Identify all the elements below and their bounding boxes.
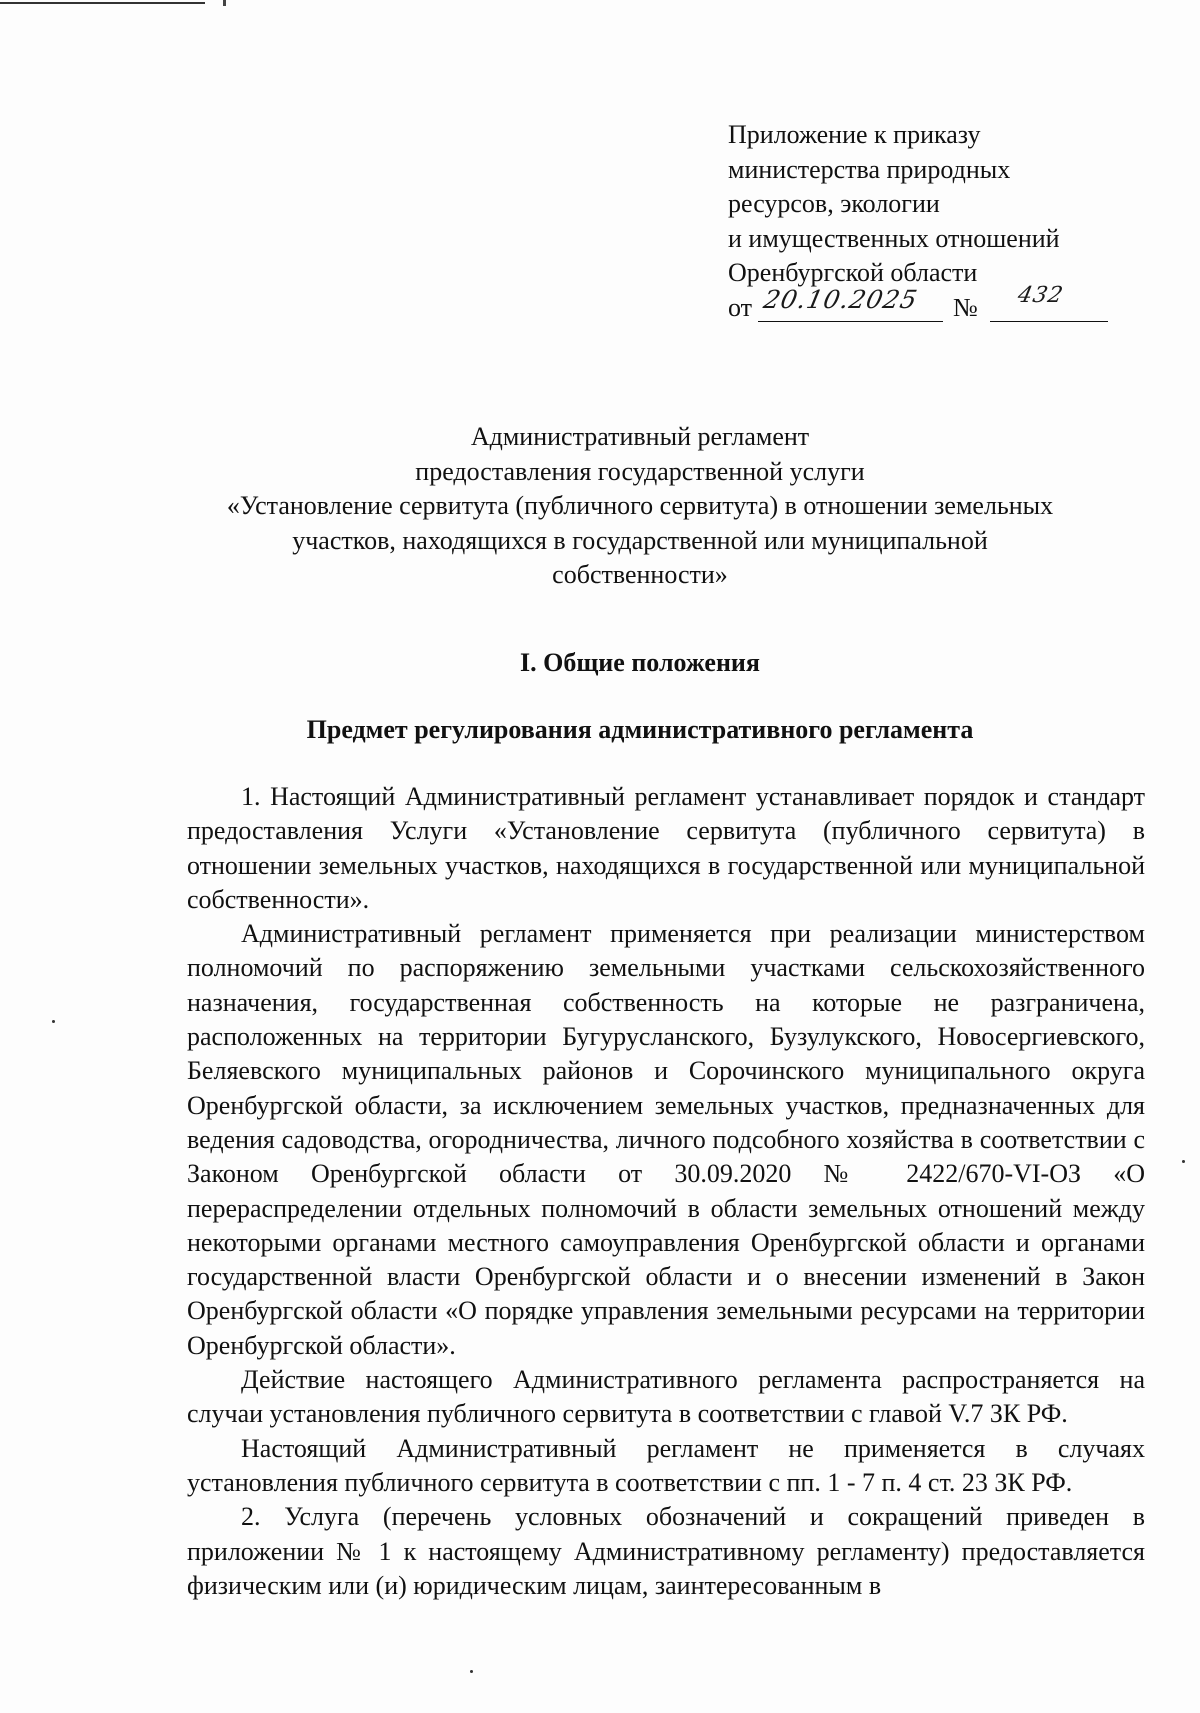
scan-speck — [52, 1020, 55, 1023]
order-date-field — [758, 284, 943, 322]
title-line: Административный регламент — [470, 422, 810, 451]
title-line: собственности» — [552, 560, 728, 589]
title-line: участков, находящихся в государственной или муниципальной — [292, 525, 988, 555]
paragraph: 1. Настоящий Административный регламент устанавливает порядок и стандарт предоставления Услуги «Установление сервитута (публичного сервитута) в отношении земельных участков, находящихся в государственной или муниципальной собственности». — [187, 782, 1145, 914]
paragraph: Административный регламент применяется при реализации министерством полномочий по распоряжению земельными участками сельскохозяйственного назначения, государственная собственность на которые не разграничена, расположенных на территории Бугурусланского, Бузулукского, Новосергиевского, Беляевского муниципальных районов и Сорочинского муниципального округа Оренбургской области, за исключением земельных участков, предназначенных для ведения садоводства, огородничества, личного подсобного хозяйства в соответствии с Законом Оренбургской области от 30.09.2020 № 2422/670-VI-ОЗ «О перераспределении отдельных полномочий в области земельных отношений между некоторыми органами местного самоуправления Оренбургской области и органами государственной власти Оренбургской области и о внесении изменений в Закон Оренбургской области «О порядке управления земельными ресурсами на территории Оренбургской области». — [187, 919, 1145, 1360]
appendix-line: Оренбургской области — [728, 258, 978, 287]
number-sign: № — [953, 292, 978, 322]
title-line: «Установление сервитута (публичного сервитута) в отношении земельных — [226, 491, 1054, 520]
date-prefix: от — [728, 292, 753, 322]
paragraph: 2. Услуга (перечень условных обозначений и сокращений приведен в приложении № 1 к настоящему Административному регламенту) предоставляется физическим или (и) юридическим лицам, заинтересованным в — [187, 1502, 1145, 1600]
title-line: предоставления государственной услуги — [415, 456, 865, 486]
order-date-number-row — [728, 282, 1108, 327]
scan-edge-mark — [223, 0, 226, 6]
appendix-line: министерства природных — [728, 154, 1011, 184]
order-number-field — [990, 282, 1108, 322]
document-title — [150, 420, 1130, 593]
handwritten-number: 432 — [1015, 282, 1066, 308]
paragraph: Настоящий Административный регламент не применяется в случаях установления публичного сервитута в соответствии с пп. 1 - 7 п. 4 ст. 23 ЗК РФ. — [187, 1433, 1145, 1497]
scan-speck — [1182, 1160, 1185, 1163]
paragraph: Действие настоящего Административного регламента распространяется на случаи установления публичного сервитута в соответствии с главой V.7 ЗК РФ. — [187, 1365, 1145, 1429]
appendix-header — [728, 118, 1108, 327]
appendix-line: ресурсов, экологии — [728, 189, 940, 218]
document-body — [187, 780, 1145, 1603]
scan-edge-line — [0, 2, 205, 4]
subsection-heading-subject: Предмет регулирования административного регламента — [306, 715, 974, 744]
appendix-line: и имущественных отношений — [728, 223, 1060, 253]
handwritten-date: 20.10.2025 — [761, 284, 921, 314]
scan-speck — [470, 1670, 473, 1673]
appendix-line: Приложение к приказу — [728, 120, 981, 149]
section-heading-general: I. Общие положения — [520, 648, 760, 677]
